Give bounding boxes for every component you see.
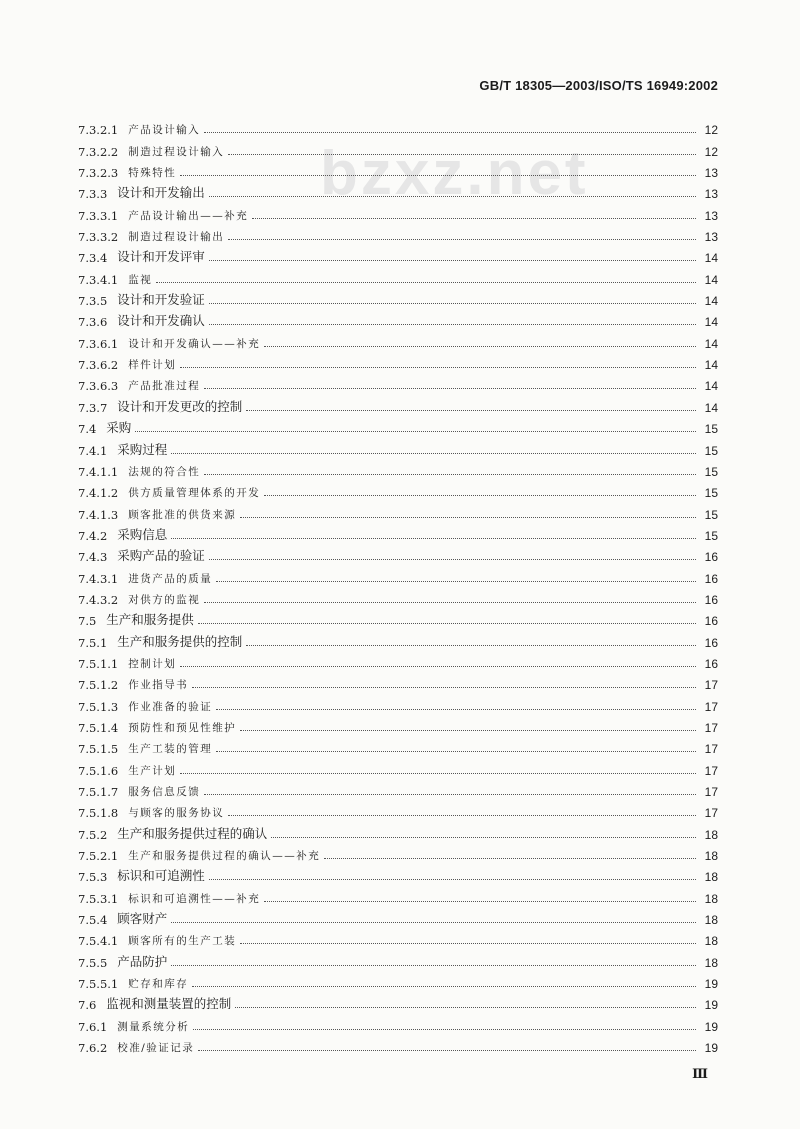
toc-entry-title: 服务信息反馈 [128,786,201,798]
toc-entry[interactable] [78,607,718,628]
toc-entry-page: 13 [704,187,718,202]
toc-entry-page: 14 [704,336,718,351]
toc-dot-leader [209,324,696,325]
toc-entry-page: 17 [704,720,718,735]
toc-entry-title: 作业指导书 [128,679,189,692]
toc-entry-title: 校准/验证记录 [117,1042,195,1055]
toc-entry-number: 7.6.1 [78,1019,108,1034]
toc-entry-title: 生产和服务提供的控制 [117,633,243,649]
toc-entry-page: 15 [704,422,718,437]
toc-entry-title: 样件计划 [128,359,177,372]
toc-entry-title: 采购信息 [117,526,168,542]
toc-dot-leader [228,815,696,816]
toc-entry-page: 18 [704,955,718,970]
toc-entry-page: 12 [704,144,718,159]
toc-entry-title: 监视和测量装置的控制 [106,996,232,1012]
toc-entry-page: 18 [704,849,718,864]
toc-entry-title: 生产和服务提供过程的确认 [117,825,268,841]
toc-entry-number: 7.5.1.5 [78,742,119,757]
toc-entry[interactable] [78,735,718,756]
toc-dot-leader [180,666,696,667]
toc-entry-number: 7.3.3 [78,187,108,202]
toc-entry-number: 7.5.4 [78,913,108,928]
toc-entry[interactable] [78,458,718,479]
toc-entry-page: 15 [704,486,718,501]
toc-entry-page: 19 [704,1019,718,1034]
toc-entry-page: 17 [704,678,718,693]
toc-entry-number: 7.5 [78,614,97,629]
toc-entry-page: 17 [704,806,718,821]
toc-entry-number: 7.4 [78,422,97,437]
toc-entry[interactable] [78,948,718,969]
toc-entry-number: 7.3.4.1 [78,272,119,287]
toc-entry[interactable] [78,1012,718,1033]
toc-entry-number: 7.5.1.2 [78,678,119,693]
toc-entry-number: 7.4.3.1 [78,571,119,586]
toc-dot-leader [246,645,696,646]
toc-entry-title: 进货产品的质量 [128,572,213,585]
toc-dot-leader [264,901,696,902]
toc-entry-page: 17 [704,785,718,799]
toc-entry-number: 7.3.3.2 [78,230,119,245]
toc-dot-leader [216,709,696,710]
toc-dot-leader [235,1007,696,1008]
toc-entry-number: 7.3.6.1 [78,336,119,351]
toc-entry-title: 与顾客的服务协议 [128,807,225,820]
toc-entry-page: 14 [704,315,718,330]
toc-entry-number: 7.4.1.2 [78,486,119,501]
toc-entry-page: 16 [704,635,718,650]
toc-entry-page: 14 [704,272,718,287]
toc-entry[interactable] [78,500,718,521]
toc-dot-leader [216,581,696,582]
toc-entry-title: 顾客所有的生产工装 [128,935,237,948]
toc-entry[interactable] [78,714,718,735]
toc-entry-title: 标识和可追溯性 [117,868,205,884]
toc-entry-number: 7.5.3 [78,870,108,885]
toc-entry[interactable] [78,116,718,137]
toc-entry-title: 法规的符合性 [128,465,201,478]
toc-entry[interactable] [78,650,718,671]
toc-dot-leader [192,986,696,987]
watermark-text: bzxz.net [320,139,589,208]
toc-dot-leader [209,303,696,304]
toc-entry[interactable] [78,372,718,393]
toc-entry-title: 生产和服务提供 [106,612,194,628]
toc-entry-number: 7.4.1.1 [78,464,119,479]
toc-entry-title: 顾客批准的供货来源 [128,508,237,521]
toc-entry-page: 15 [704,528,718,543]
toc-dot-leader [264,495,696,496]
toc-entry-page: 14 [704,294,718,309]
toc-entry[interactable] [78,927,718,948]
toc-entry-page: 18 [704,891,718,906]
toc-entry-number: 7.5.5.1 [78,977,119,992]
toc-entry[interactable] [78,244,718,265]
toc-entry-number: 7.4.2 [78,528,108,543]
toc-entry-page: 17 [704,763,718,778]
toc-entry-number: 7.4.1 [78,443,108,458]
toc-dot-leader [216,751,696,752]
toc-dot-leader [209,559,696,560]
toc-dot-leader [204,388,696,389]
toc-entry-title: 产品防护 [117,953,168,969]
toc-dot-leader [240,943,696,944]
toc-entry-number: 7.3.2.1 [78,123,119,138]
toc-entry-number: 7.3.6 [78,315,108,330]
toc-entry-title: 采购过程 [117,441,168,457]
toc-dot-leader [324,858,696,859]
toc-dot-leader [204,794,696,795]
toc-entry-title: 产品设计输入 [128,124,201,137]
toc-entry-number: 7.5.1.6 [78,763,119,778]
toc-entry[interactable] [78,479,718,500]
toc-entry[interactable] [78,329,718,350]
toc-entry-number: 7.5.1.1 [78,656,119,671]
toc-entry-title: 采购产品的验证 [117,548,205,564]
toc-entry-number: 7.5.1.4 [78,720,119,735]
toc-entry-page: 14 [704,400,718,415]
toc-entry[interactable] [78,842,718,863]
toc-entry-page: 17 [704,699,718,714]
toc-entry-page: 15 [704,443,718,458]
toc-entry-number: 7.3.3.1 [78,208,119,223]
toc-entry[interactable] [78,287,718,308]
toc-entry[interactable] [78,543,718,564]
toc-entry-page: 14 [704,379,718,394]
toc-entry[interactable] [78,159,718,180]
toc-entry-title: 制造过程设计输出 [128,231,225,244]
toc-entry[interactable] [78,970,718,991]
toc-dot-leader [180,773,696,774]
toc-entry-title: 生产工装的管理 [128,743,213,756]
toc-entry-page: 18 [704,913,718,928]
toc-entry-number: 7.6.2 [78,1041,108,1056]
toc-entry[interactable] [78,180,718,201]
toc-dot-leader [271,837,696,838]
toc-dot-leader [228,239,696,240]
toc-entry-page: 14 [704,358,718,373]
toc-entry-number: 7.6 [78,998,97,1013]
toc-entry-title: 标识和可追溯性——补充 [128,892,261,905]
table-of-contents [78,116,718,1055]
toc-entry-page: 16 [704,614,718,629]
toc-entry-number: 7.3.4 [78,251,108,266]
toc-dot-leader [209,260,696,261]
toc-entry-title: 控制计划 [128,657,177,670]
toc-dot-leader [240,517,696,518]
toc-dot-leader [264,346,696,347]
toc-entry-title: 设计和开发更改的控制 [117,398,243,414]
toc-entry-title: 特殊特性 [128,167,177,180]
toc-entry-page: 13 [704,208,718,223]
toc-entry[interactable] [78,820,718,841]
toc-entry[interactable] [78,991,718,1012]
toc-entry[interactable] [78,522,718,543]
toc-dot-leader [240,730,696,731]
toc-entry-title: 监视 [128,273,153,286]
toc-entry[interactable] [78,799,718,820]
toc-dot-leader [180,367,696,368]
toc-entry-title: 设计和开发确认 [117,313,205,329]
toc-entry[interactable] [78,308,718,329]
toc-entry-page: 18 [704,934,718,949]
toc-entry[interactable] [78,628,718,649]
toc-entry-page: 18 [704,827,718,842]
toc-entry-title: 预防性和预见性维护 [128,721,237,734]
toc-entry-number: 7.3.5 [78,294,108,309]
toc-dot-leader [180,175,696,176]
toc-entry-number: 7.5.2.1 [78,849,119,864]
toc-dot-leader [204,132,696,133]
toc-dot-leader [193,1029,696,1030]
toc-dot-leader [198,623,696,624]
toc-entry-title: 设计和开发确认——补充 [128,337,261,350]
toc-entry-page: 16 [704,656,718,671]
toc-entry[interactable] [78,223,718,244]
toc-entry-number: 7.4.1.3 [78,507,119,522]
toc-entry[interactable] [78,265,718,286]
toc-entry-title: 生产计划 [128,764,177,777]
toc-entry-page: 12 [704,123,718,138]
toc-entry-number: 7.3.6.2 [78,358,119,373]
toc-entry-title: 采购 [106,420,132,436]
toc-entry-number: 7.5.4.1 [78,934,119,949]
toc-entry-number: 7.5.3.1 [78,891,119,906]
toc-entry-page: 18 [704,870,718,885]
toc-entry-title: 贮存和库存 [128,978,189,991]
toc-entry[interactable] [78,586,718,607]
page-number: Ⅲ [692,1066,708,1081]
toc-dot-leader [198,1050,696,1051]
toc-entry[interactable] [78,778,718,799]
toc-entry[interactable] [78,863,718,884]
toc-entry-title: 测量系统分析 [117,1020,190,1033]
toc-entry-page: 13 [704,230,718,245]
toc-dot-leader [228,154,696,155]
toc-entry-number: 7.3.7 [78,400,108,415]
toc-entry[interactable] [78,564,718,585]
toc-entry-title: 生产和服务提供过程的确认——补充 [128,850,321,863]
toc-entry-title: 设计和开发评审 [117,249,205,265]
toc-entry[interactable] [78,906,718,927]
toc-entry-page: 16 [704,550,718,565]
toc-entry[interactable] [78,1034,718,1055]
toc-entry-number: 7.5.5 [78,955,108,970]
toc-entry-page: 15 [704,464,718,479]
toc-dot-leader [171,538,696,539]
toc-dot-leader [171,965,696,966]
toc-entry-title: 产品设计输出——补充 [128,209,249,222]
toc-entry-title: 设计和开发输出 [117,185,205,201]
toc-dot-leader [204,474,696,475]
toc-entry-page: 19 [704,1041,718,1056]
toc-dot-leader [209,196,696,197]
toc-entry[interactable] [78,201,718,222]
toc-dot-leader [246,410,696,411]
toc-entry-title: 设计和开发验证 [117,292,205,308]
toc-dot-leader [135,431,696,432]
toc-entry-page: 15 [704,507,718,522]
toc-entry[interactable] [78,884,718,905]
toc-entry-page: 16 [704,592,718,607]
toc-entry-title: 制造过程设计输入 [128,145,225,158]
toc-entry[interactable] [78,393,718,414]
toc-entry-page: 17 [704,742,718,757]
toc-entry[interactable] [78,415,718,436]
toc-entry-number: 7.3.2.3 [78,166,119,181]
toc-entry-title: 供方质量管理体系的开发 [128,487,261,500]
toc-dot-leader [204,602,696,603]
toc-entry-number: 7.4.3 [78,550,108,565]
toc-entry-page: 14 [704,251,718,266]
toc-dot-leader [171,453,696,454]
toc-entry[interactable] [78,351,718,372]
toc-entry-page: 19 [704,998,718,1013]
toc-entry-number: 7.3.6.3 [78,379,119,394]
toc-dot-leader [171,922,696,923]
toc-entry-number: 7.3.2.2 [78,144,119,159]
toc-entry[interactable] [78,137,718,158]
toc-entry-number: 7.5.1 [78,635,108,650]
toc-entry[interactable] [78,671,718,692]
toc-entry-number: 7.5.1.3 [78,699,119,714]
toc-entry-page: 13 [704,166,718,181]
toc-dot-leader [252,218,696,219]
toc-entry-title: 作业准备的验证 [128,700,213,713]
toc-entry[interactable] [78,436,718,457]
toc-entry-number: 7.5.2 [78,827,108,842]
toc-entry-number: 7.4.3.2 [78,592,119,607]
toc-dot-leader [209,879,696,880]
toc-entry-page: 16 [704,571,718,586]
toc-entry-title: 顾客财产 [117,911,168,927]
toc-entry-title: 产品批准过程 [128,380,201,393]
toc-entry-number: 7.5.1.7 [78,785,119,799]
toc-entry[interactable] [78,756,718,777]
toc-dot-leader [156,282,696,283]
toc-entry-page: 19 [704,977,718,992]
toc-entry[interactable] [78,692,718,713]
document-header: GB/T 18305—2003/ISO/TS 16949:2002 [479,78,718,93]
toc-entry-number: 7.5.1.8 [78,806,119,821]
toc-dot-leader [192,687,696,688]
toc-entry-title: 对供方的监视 [128,593,201,606]
